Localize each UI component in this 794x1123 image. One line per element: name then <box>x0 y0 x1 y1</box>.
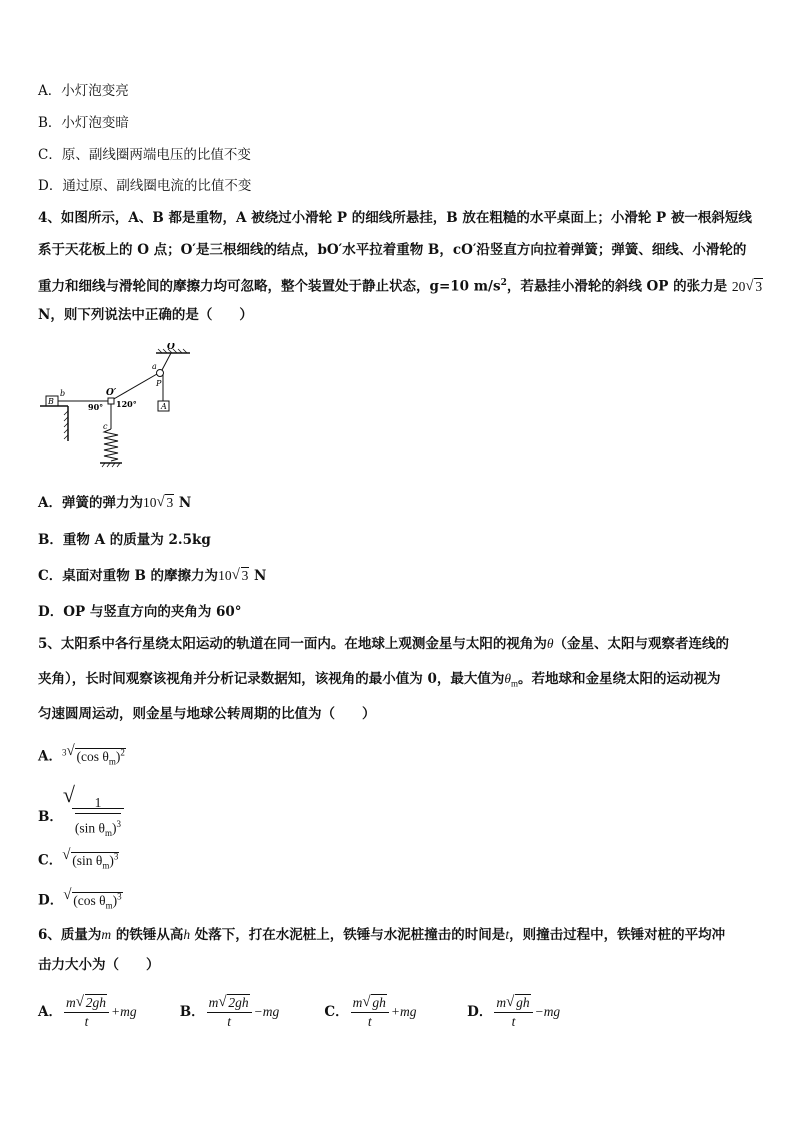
q4-option-c: C．桌面对重物 B 的摩擦力为10 √ 3 N <box>38 567 267 584</box>
q5-option-d: D． √ (cos $\theta_m)^3$ <box>38 886 123 915</box>
q4-unit-exponent: 2 <box>500 278 507 288</box>
sqrt-symbol: √ 3 <box>156 494 174 510</box>
sqrt-symbol: √ $\frac{1}{(\sin \theta_m)^3}$ <box>63 793 124 843</box>
q5-stem-line2: 夹角），长时间观察该视角并分析记录数据知，该视角的最小值为 0，最大值为$\theta_m$。若地球和金星绕太阳的运动视为 <box>38 671 721 689</box>
q3-option-c: C．原、副线圈两端电压的比值不变 <box>38 147 251 163</box>
q4-tension-value: 20 √ 3 <box>732 279 763 294</box>
q5-option-a: A．$^3$ √ (cos $\theta_m)^2$ <box>38 742 126 771</box>
label-90deg: 90° <box>88 402 104 412</box>
q5-stem-line1: 5、太阳系中各行星绕太阳运动的轨道在同一面内。在地球上观测金星与太阳的视角为θ（金星、太阳与观察者连线的 <box>38 636 730 652</box>
sqrt-symbol: √ (sin $\theta_m)^3$ <box>62 847 119 871</box>
q6-option-d: D． m √ gh t −mg <box>467 994 561 1029</box>
pulley-P <box>157 370 164 377</box>
spring <box>104 429 118 461</box>
q6-stem-line1: 6、质量为m 的铁锤从高h 处落下，打在水泥桩上，铁锤与水泥桩撞击的时间是t，则撞击过程中，铁锤对桩的平均冲 <box>38 927 726 943</box>
q4-option-a: A．弹簧的弹力为10 √ 3 N <box>38 494 192 511</box>
q6-options <box>38 994 607 1031</box>
q4-stem-line2: 系于天花板上的 O 点；O′是三根细线的结点，bO′水平拉着重物 B，cO′沿竖直方向拉着弹簧；弹簧、细线、小滑轮的 <box>38 242 747 258</box>
q6-option-a: A． m √ 2gh t +mg <box>38 994 137 1029</box>
q4-stem-line3-b: ，若悬挂小滑轮的斜线 OP 的张力是 <box>506 278 728 295</box>
root-index: 3 <box>61 747 67 757</box>
q6-option-c: C． m √ gh t +mg <box>324 994 417 1029</box>
q4-stem-line4: N，则下列说法中正确的是（ ） <box>38 307 253 323</box>
label-c: c <box>103 422 108 431</box>
q6-option-b: B． m √ 2gh t −mg <box>179 994 280 1029</box>
q6-stem-line2: 击力大小为（ ） <box>38 957 160 973</box>
label-120deg: 120° <box>116 399 137 409</box>
q4-option-d: D．OP 与竖直方向的夹角为 60° <box>38 604 242 620</box>
label-a: a <box>152 362 157 371</box>
q5-option-c: C． √ (sin $\theta_m)^3$ <box>38 846 119 875</box>
knot-O-prime <box>108 398 114 404</box>
q4-option-b: B．重物 A 的质量为 2.5kg <box>38 532 211 548</box>
sqrt-symbol: √ 3 <box>231 567 249 583</box>
label-O: O <box>167 343 175 352</box>
q5-option-b: B． √ $\frac{1}{(\sin \theta_m)^3}$ <box>38 793 124 843</box>
sqrt-symbol: √ 3 <box>745 277 763 294</box>
q5-stem-line3: 匀速圆周运动，则金星与地球公转周期的比值为（ ） <box>38 706 376 722</box>
sqrt-symbol: √ (cos $\theta_m)^3$ <box>63 887 122 911</box>
q4-physics-diagram <box>38 343 218 471</box>
q4-stem-line1: 4、如图所示，A、B 都是重物，A 被绕过小滑轮 P 的细线所悬挂，B 放在粗糙的水平桌面上；小滑轮 P 被一根斜短线 <box>38 210 752 226</box>
label-b: b <box>60 389 66 398</box>
sqrt-symbol: √ (cos $\theta_m)^2$ <box>66 743 125 767</box>
q3-option-a: A．小灯泡变亮 <box>38 83 129 99</box>
q4-stem-line3-a: 重力和细线与滑轮间的摩擦力均可忽略，整个装置处于静止状态，g=10 m/s <box>38 278 501 295</box>
q4-stem-line3 <box>38 273 763 297</box>
label-B: B <box>48 397 54 406</box>
label-A: A <box>161 402 167 411</box>
q3-option-b: B．小灯泡变暗 <box>38 115 129 131</box>
q3-option-d: D．通过原、副线圈电流的比值不变 <box>38 178 252 194</box>
label-O-prime: O′ <box>106 388 117 398</box>
label-P: P <box>156 379 162 388</box>
